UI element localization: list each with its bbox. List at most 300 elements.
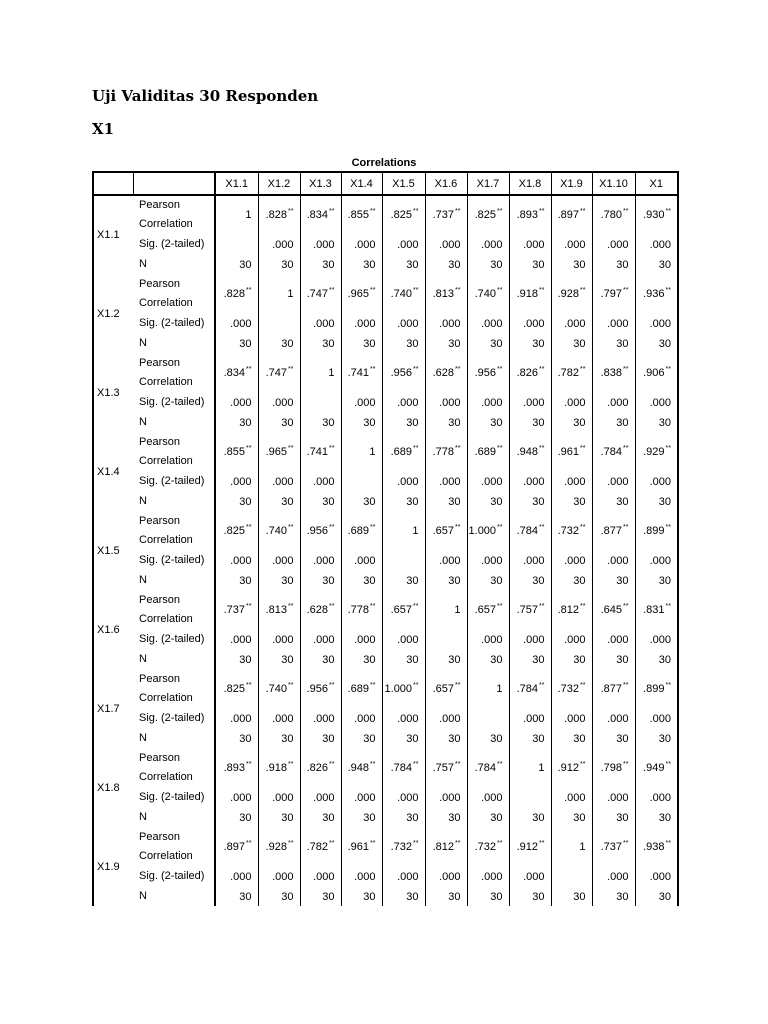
pearson-value: .906 xyxy=(643,366,665,379)
sig-value: .000 xyxy=(481,475,503,488)
table-row xyxy=(93,334,678,353)
n-value: 30 xyxy=(406,811,419,824)
column-header: X1.8 xyxy=(509,172,551,195)
sig-value-cell xyxy=(425,708,467,729)
n-value: 30 xyxy=(573,653,586,666)
sig-value-cell xyxy=(215,392,258,413)
n-value: 30 xyxy=(239,574,252,587)
pearson-correlation-label xyxy=(133,669,215,708)
pearson-value-cell xyxy=(635,274,678,313)
n-value-cell xyxy=(382,729,425,748)
significance-mark: ** xyxy=(665,444,671,452)
sig-value: .000 xyxy=(397,317,419,330)
sig-value: .000 xyxy=(564,791,586,804)
pearson-value: .918 xyxy=(516,287,539,300)
sig-value: .000 xyxy=(397,396,419,409)
pearson-value: .828 xyxy=(265,209,288,221)
pearson-value: .855 xyxy=(347,209,370,221)
sig-label: Sig. (2-tailed) xyxy=(133,629,215,650)
sig-value: .000 xyxy=(523,554,545,567)
sig-value-cell xyxy=(258,866,300,887)
pearson-value: .645 xyxy=(600,603,623,616)
significance-mark: ** xyxy=(455,760,461,768)
significance-mark: ** xyxy=(413,444,419,452)
n-value: 30 xyxy=(616,495,629,508)
pearson-value: .757 xyxy=(516,603,539,616)
pearson-value: .912 xyxy=(516,840,539,853)
sig-value: .000 xyxy=(230,475,252,488)
sig-value: .000 xyxy=(481,396,503,409)
pearson-value-cell xyxy=(382,432,425,471)
pearson-value: .893 xyxy=(223,761,246,774)
sig-value: .000 xyxy=(607,554,629,567)
n-value-cell xyxy=(551,650,592,669)
pearson-value-cell xyxy=(300,511,341,550)
sig-value-cell xyxy=(635,708,678,729)
sig-value-cell xyxy=(382,234,425,255)
sig-value: .000 xyxy=(313,791,335,804)
sig-value: .000 xyxy=(523,712,545,725)
sig-value-cell xyxy=(467,550,509,571)
n-value-cell xyxy=(467,334,509,353)
sig-label: Sig. (2-tailed) xyxy=(133,708,215,729)
sig-value: .000 xyxy=(523,633,545,646)
pearson-value-cell xyxy=(215,511,258,550)
row-variable-label: X1.2 xyxy=(93,274,133,353)
sig-value: .000 xyxy=(481,870,503,883)
sig-value-cell xyxy=(592,866,635,887)
n-value-cell xyxy=(341,887,382,906)
n-value-cell xyxy=(551,729,592,748)
significance-mark: ** xyxy=(455,839,461,847)
significance-mark: ** xyxy=(413,602,419,610)
sig-value: .000 xyxy=(564,317,586,330)
n-value: 30 xyxy=(490,890,503,903)
pearson-value: .784 xyxy=(474,761,497,774)
significance-mark: ** xyxy=(413,839,419,847)
n-value-cell xyxy=(551,334,592,353)
pearson-value: 1 xyxy=(369,445,376,458)
header-blank-cell xyxy=(133,172,215,195)
table-row xyxy=(93,669,678,708)
pearson-value-cell xyxy=(258,590,300,629)
n-value: 30 xyxy=(616,337,629,350)
pearson-value-cell xyxy=(300,432,341,471)
n-value-cell xyxy=(467,729,509,748)
n-value-cell xyxy=(467,492,509,511)
significance-mark: ** xyxy=(413,208,419,216)
pearson-value-cell xyxy=(341,748,382,787)
pearson-label-line2: Correlation xyxy=(139,533,193,546)
pearson-value-cell xyxy=(509,511,551,550)
n-value-cell xyxy=(258,887,300,906)
pearson-value-cell xyxy=(300,274,341,313)
n-value-cell xyxy=(509,887,551,906)
pearson-value-cell xyxy=(635,827,678,866)
pearson-value: .797 xyxy=(600,287,623,300)
significance-mark: ** xyxy=(329,760,335,768)
sig-value: .000 xyxy=(272,633,294,646)
pearson-value-cell xyxy=(425,511,467,550)
pearson-value-cell xyxy=(592,195,635,234)
n-value: 30 xyxy=(406,890,419,903)
n-label: N xyxy=(133,413,215,432)
section-heading: X1 xyxy=(92,120,115,138)
sig-value: .000 xyxy=(564,396,586,409)
sig-value-cell xyxy=(425,866,467,887)
pearson-value-cell xyxy=(341,432,382,471)
n-value: 30 xyxy=(532,574,545,587)
n-value-cell xyxy=(215,255,258,274)
sig-value: .000 xyxy=(354,317,376,330)
sig-value: .000 xyxy=(564,475,586,488)
sig-value: .000 xyxy=(354,554,376,567)
pearson-value: 1 xyxy=(579,840,586,853)
sig-value: .000 xyxy=(397,238,419,251)
n-value: 30 xyxy=(658,811,671,824)
significance-mark: ** xyxy=(455,286,461,294)
pearson-label-line2: Correlation xyxy=(139,454,193,467)
column-header: X1.6 xyxy=(425,172,467,195)
table-row xyxy=(93,234,678,255)
pearson-value-cell xyxy=(467,195,509,234)
sig-value: .000 xyxy=(439,475,461,488)
n-value: 30 xyxy=(573,732,586,745)
n-value: 30 xyxy=(658,258,671,271)
pearson-value: 1.000 xyxy=(384,682,413,695)
n-label: N xyxy=(133,492,215,511)
pearson-value: .948 xyxy=(516,445,539,458)
n-value-cell xyxy=(592,413,635,432)
significance-mark: ** xyxy=(665,208,671,216)
sig-value: .000 xyxy=(272,712,294,725)
n-value-cell xyxy=(425,255,467,274)
significance-mark: ** xyxy=(329,444,335,452)
column-header: X1.9 xyxy=(551,172,592,195)
pearson-value-cell xyxy=(551,195,592,234)
n-value-cell xyxy=(635,887,678,906)
pearson-value-cell xyxy=(551,511,592,550)
n-value-cell xyxy=(467,887,509,906)
sig-value-cell xyxy=(551,234,592,255)
significance-mark: ** xyxy=(623,839,629,847)
n-value-cell xyxy=(300,571,341,590)
significance-mark: ** xyxy=(580,365,586,373)
significance-mark: ** xyxy=(370,839,376,847)
significance-mark: ** xyxy=(329,602,335,610)
n-value-cell xyxy=(258,413,300,432)
sig-value-cell xyxy=(382,471,425,492)
sig-value: .000 xyxy=(313,870,335,883)
n-value: 30 xyxy=(322,811,335,824)
pearson-label-line2: Correlation xyxy=(139,218,193,230)
column-header: X1.7 xyxy=(467,172,509,195)
sig-value: .000 xyxy=(649,870,671,883)
pearson-value-cell xyxy=(341,827,382,866)
table-row xyxy=(93,274,678,313)
significance-mark: ** xyxy=(288,681,294,689)
sig-value: .000 xyxy=(313,475,335,488)
sig-value-cell xyxy=(215,471,258,492)
n-value: 30 xyxy=(322,416,335,429)
n-value-cell xyxy=(425,492,467,511)
pearson-value-cell xyxy=(300,669,341,708)
pearson-value-cell xyxy=(341,669,382,708)
significance-mark: ** xyxy=(455,444,461,452)
sig-value-cell xyxy=(215,866,258,887)
n-value-cell xyxy=(635,729,678,748)
significance-mark: ** xyxy=(665,365,671,373)
significance-mark: ** xyxy=(580,681,586,689)
pearson-value-cell xyxy=(300,353,341,392)
n-value: 30 xyxy=(363,495,376,508)
significance-mark: ** xyxy=(580,208,586,216)
n-value-cell xyxy=(215,729,258,748)
sig-value-cell xyxy=(258,471,300,492)
sig-value: .000 xyxy=(564,633,586,646)
sig-value-cell xyxy=(467,787,509,808)
pearson-value: .747 xyxy=(265,366,288,379)
n-value-cell xyxy=(300,413,341,432)
table-row xyxy=(93,708,678,729)
n-value-cell xyxy=(635,650,678,669)
sig-value-cell xyxy=(382,629,425,650)
pearson-value-cell xyxy=(382,748,425,787)
pearson-value-cell xyxy=(635,511,678,550)
table-row xyxy=(93,353,678,392)
sig-value: .000 xyxy=(607,712,629,725)
pearson-value: .828 xyxy=(223,287,246,300)
n-value-cell xyxy=(425,808,467,827)
n-value: 30 xyxy=(616,574,629,587)
pearson-value-cell xyxy=(551,590,592,629)
n-value-cell xyxy=(592,492,635,511)
pearson-value-cell xyxy=(215,432,258,471)
sig-value-cell xyxy=(382,708,425,729)
significance-mark: ** xyxy=(370,208,376,216)
sig-value: .000 xyxy=(523,238,545,251)
pearson-value-cell xyxy=(258,353,300,392)
n-value: 30 xyxy=(239,495,252,508)
pearson-value-cell xyxy=(467,353,509,392)
significance-mark: ** xyxy=(665,286,671,294)
significance-mark: ** xyxy=(580,444,586,452)
n-value: 30 xyxy=(322,337,335,350)
significance-mark: ** xyxy=(497,208,503,216)
sig-value-cell xyxy=(341,392,382,413)
n-value: 30 xyxy=(322,732,335,745)
pearson-value: .929 xyxy=(643,445,665,458)
n-value: 30 xyxy=(532,890,545,903)
pearson-value-cell xyxy=(467,748,509,787)
pearson-correlation-label xyxy=(133,748,215,787)
pearson-value: .928 xyxy=(557,287,580,300)
sig-value-cell xyxy=(592,471,635,492)
row-variable-label: X1.7 xyxy=(93,669,133,748)
pearson-value: 1 xyxy=(245,209,252,221)
sig-value-cell xyxy=(341,234,382,255)
sig-value-cell xyxy=(258,708,300,729)
n-value: 30 xyxy=(281,258,294,271)
pearson-value: .737 xyxy=(223,603,246,616)
pearson-value-cell xyxy=(509,195,551,234)
n-value: 30 xyxy=(616,653,629,666)
column-header: X1.10 xyxy=(592,172,635,195)
sig-label: Sig. (2-tailed) xyxy=(133,787,215,808)
row-variable-label: X1.4 xyxy=(93,432,133,511)
pearson-value: .936 xyxy=(643,287,665,300)
sig-value: .000 xyxy=(649,712,671,725)
n-value: 30 xyxy=(406,416,419,429)
n-value-cell xyxy=(215,413,258,432)
sig-value-cell xyxy=(300,234,341,255)
pearson-value-cell xyxy=(215,748,258,787)
n-value: 30 xyxy=(281,890,294,903)
sig-value-cell xyxy=(467,471,509,492)
pearson-value: .965 xyxy=(265,445,288,458)
n-value: 30 xyxy=(448,653,461,666)
n-value-cell xyxy=(382,650,425,669)
n-value: 30 xyxy=(239,890,252,903)
n-value-cell xyxy=(215,571,258,590)
pearson-value-cell xyxy=(382,827,425,866)
sig-value: .000 xyxy=(354,238,376,251)
significance-mark: ** xyxy=(665,760,671,768)
n-value-cell xyxy=(215,492,258,511)
pearson-value: .740 xyxy=(474,287,497,300)
n-value: 30 xyxy=(573,890,586,903)
sig-value: .000 xyxy=(272,554,294,567)
pearson-value-cell xyxy=(382,274,425,313)
n-value-cell xyxy=(592,255,635,274)
pearson-value: .956 xyxy=(390,366,413,379)
n-value: 30 xyxy=(490,811,503,824)
n-value: 30 xyxy=(448,811,461,824)
sig-value: .000 xyxy=(272,396,294,409)
sig-value: .000 xyxy=(439,238,461,251)
sig-label: Sig. (2-tailed) xyxy=(133,234,215,255)
pearson-value-cell xyxy=(551,669,592,708)
significance-mark: ** xyxy=(497,760,503,768)
sig-value: .000 xyxy=(272,475,294,488)
sig-value: .000 xyxy=(230,870,252,883)
n-value: 30 xyxy=(490,258,503,271)
significance-mark: ** xyxy=(370,760,376,768)
pearson-value: .657 xyxy=(432,524,455,537)
n-value: 30 xyxy=(281,495,294,508)
pearson-value-cell xyxy=(425,432,467,471)
sig-value-cell xyxy=(215,550,258,571)
sig-value: .000 xyxy=(354,633,376,646)
sig-value-cell xyxy=(551,471,592,492)
sig-value: .000 xyxy=(523,317,545,330)
table-row xyxy=(93,866,678,887)
significance-mark: ** xyxy=(370,365,376,373)
pearson-value-cell xyxy=(425,353,467,392)
n-value: 30 xyxy=(532,416,545,429)
n-label: N xyxy=(133,255,215,274)
sig-value: .000 xyxy=(354,712,376,725)
sig-value-cell xyxy=(467,708,509,729)
sig-value-cell xyxy=(300,392,341,413)
pearson-value-cell xyxy=(382,511,425,550)
sig-value-cell xyxy=(467,392,509,413)
significance-mark: ** xyxy=(580,602,586,610)
significance-mark: ** xyxy=(246,365,252,373)
n-value-cell xyxy=(258,571,300,590)
sig-value: .000 xyxy=(272,791,294,804)
pearson-value-cell xyxy=(425,827,467,866)
pearson-value: .741 xyxy=(306,445,329,458)
pearson-value-cell xyxy=(635,669,678,708)
pearson-value-cell xyxy=(509,274,551,313)
sig-value: .000 xyxy=(564,712,586,725)
n-value-cell xyxy=(341,413,382,432)
pearson-value-cell xyxy=(509,590,551,629)
pearson-label-line1: Pearson xyxy=(139,514,180,527)
n-value: 30 xyxy=(322,890,335,903)
sig-value: .000 xyxy=(397,712,419,725)
sig-value: .000 xyxy=(649,317,671,330)
sig-value-cell xyxy=(509,629,551,650)
n-value-cell xyxy=(382,255,425,274)
sig-label: Sig. (2-tailed) xyxy=(133,550,215,571)
n-value-cell xyxy=(341,571,382,590)
significance-mark: ** xyxy=(413,365,419,373)
n-value: 30 xyxy=(281,337,294,350)
sig-value: .000 xyxy=(230,396,252,409)
sig-value-cell xyxy=(382,787,425,808)
sig-value: .000 xyxy=(397,633,419,646)
pearson-value: .961 xyxy=(347,840,370,853)
pearson-value-cell xyxy=(592,432,635,471)
significance-mark: ** xyxy=(413,286,419,294)
significance-mark: ** xyxy=(497,444,503,452)
sig-value: .000 xyxy=(230,554,252,567)
significance-mark: ** xyxy=(246,523,252,531)
sig-value-cell xyxy=(300,866,341,887)
significance-mark: ** xyxy=(370,523,376,531)
pearson-correlation-label xyxy=(133,353,215,392)
sig-value-cell xyxy=(635,866,678,887)
significance-mark: ** xyxy=(539,286,545,294)
n-value-cell xyxy=(425,650,467,669)
pearson-value: .825 xyxy=(474,209,497,221)
sig-value: .000 xyxy=(230,712,252,725)
significance-mark: ** xyxy=(455,365,461,373)
n-value: 30 xyxy=(616,890,629,903)
table-row xyxy=(93,827,678,866)
n-label: N xyxy=(133,334,215,353)
n-value: 30 xyxy=(406,495,419,508)
sig-value-cell xyxy=(509,313,551,334)
sig-value: .000 xyxy=(313,554,335,567)
sig-value: .000 xyxy=(397,475,419,488)
pearson-value-cell xyxy=(258,748,300,787)
significance-mark: ** xyxy=(580,523,586,531)
n-value-cell xyxy=(425,571,467,590)
table-row xyxy=(93,629,678,650)
sig-value: .000 xyxy=(439,791,461,804)
n-value: 30 xyxy=(490,653,503,666)
table-row xyxy=(93,887,678,906)
n-value-cell xyxy=(509,492,551,511)
pearson-value: .893 xyxy=(516,209,539,221)
pearson-value: .831 xyxy=(643,603,665,616)
sig-value: .000 xyxy=(607,633,629,646)
n-value-cell xyxy=(300,729,341,748)
sig-value-cell xyxy=(551,392,592,413)
